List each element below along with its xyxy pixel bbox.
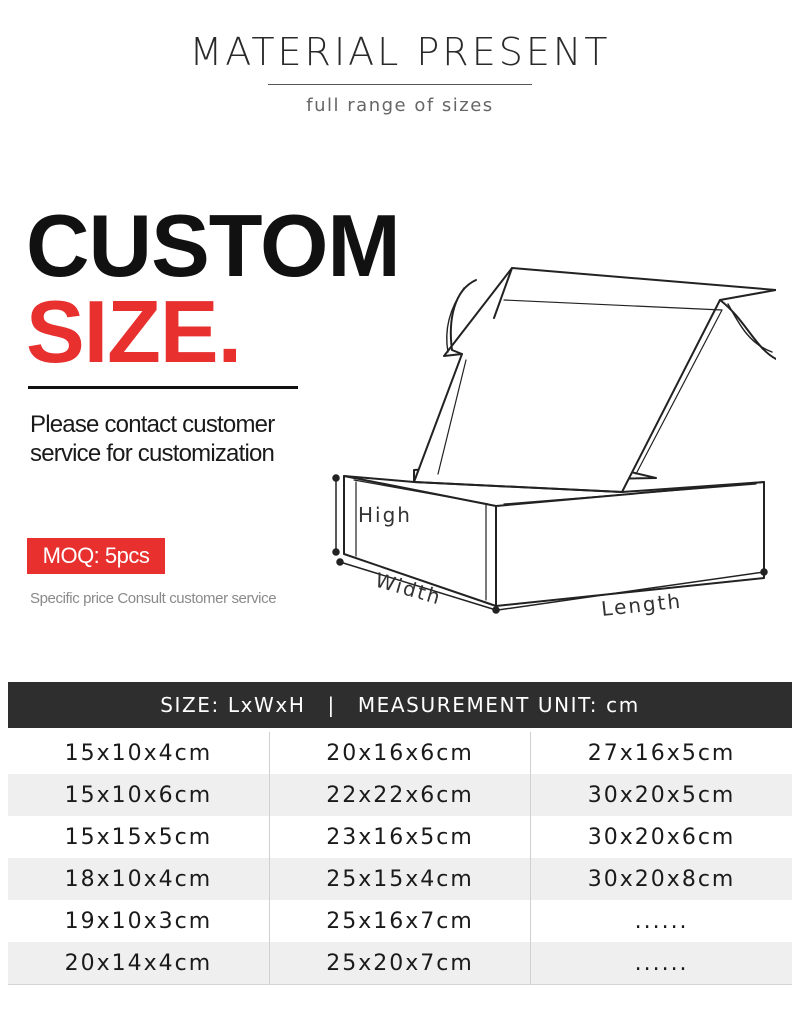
size-cell: 20x16x6cm: [269, 732, 530, 774]
size-cell: 25x15x4cm: [269, 858, 530, 900]
size-cell: 19x10x3cm: [8, 900, 269, 942]
size-cell: 18x10x4cm: [8, 858, 269, 900]
size-cell: 22x22x6cm: [269, 774, 530, 816]
table-row: [8, 774, 792, 816]
size-cell: 15x10x6cm: [8, 774, 269, 816]
page-title: MATERIAL PRESENT: [189, 30, 611, 74]
high-label: High: [358, 503, 412, 527]
size-cell: 23x16x5cm: [269, 816, 530, 858]
table-row: [8, 858, 792, 900]
size-cell: 30x20x8cm: [531, 858, 792, 900]
width-label: Width: [372, 567, 445, 610]
size-cell: 20x14x4cm: [8, 942, 269, 985]
hero-heading-size: SIZE.: [26, 282, 242, 381]
page-subtitle: full range of sizes: [306, 95, 494, 116]
size-table-header: [8, 682, 792, 728]
measurement-unit-label: MEASUREMENT UNIT: cm: [357, 693, 640, 717]
table-row: [8, 732, 792, 774]
moq-badge: MOQ: 5pcs: [27, 538, 165, 574]
title-divider: [268, 84, 532, 85]
size-table: [8, 732, 792, 985]
size-cell: 25x16x7cm: [269, 900, 530, 942]
description-line-1: Please contact customer: [30, 411, 275, 438]
price-note: Specific price Consult customer service: [30, 590, 277, 607]
heading-divider: [28, 386, 298, 389]
length-label: Length: [600, 588, 684, 621]
size-cell: ......: [531, 942, 792, 985]
size-cell: 15x10x4cm: [8, 732, 269, 774]
size-cell: 30x20x5cm: [531, 774, 792, 816]
size-cell: ......: [634, 908, 689, 934]
table-row: [8, 942, 792, 985]
hero-heading-custom: CUSTOM: [26, 196, 400, 295]
size-format-label: SIZE: LxWxH: [160, 693, 306, 717]
mailer-box-illustration: [326, 260, 776, 630]
header-separator: |: [327, 693, 336, 717]
size-cell: 15x15x5cm: [8, 816, 269, 858]
customization-description: [30, 410, 350, 468]
table-row: [8, 816, 792, 858]
size-cell: 30x20x6cm: [587, 824, 736, 850]
size-cell: 25x20x7cm: [269, 942, 530, 985]
description-line-2: service for customization: [30, 440, 275, 467]
size-cell: 27x16x5cm: [587, 740, 736, 766]
table-row: [8, 900, 792, 942]
